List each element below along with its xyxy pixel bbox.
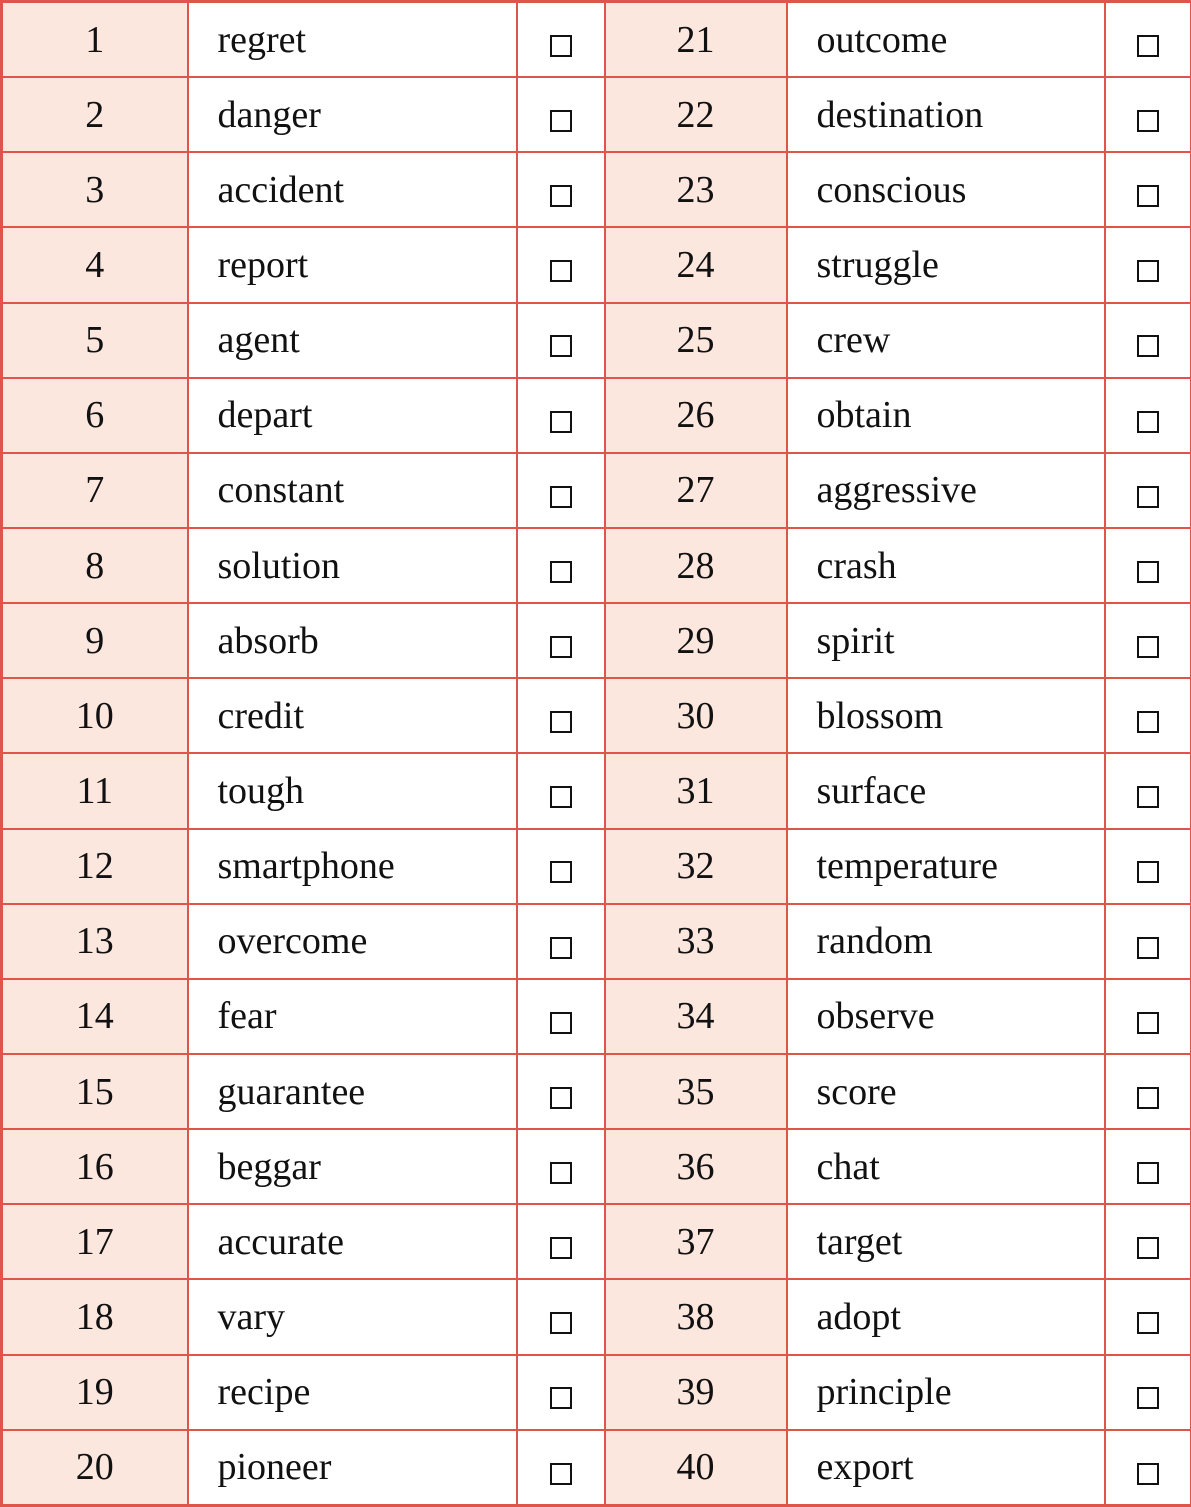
word-cell: credit bbox=[188, 678, 517, 753]
word-number-cell: 8 bbox=[2, 528, 188, 603]
word-number-cell: 10 bbox=[2, 678, 188, 753]
checkbox-cell bbox=[517, 979, 605, 1054]
checkbox-cell bbox=[517, 77, 605, 152]
checkbox-cell bbox=[1105, 753, 1191, 828]
checkbox-cell bbox=[1105, 979, 1191, 1054]
empty-checkbox-icon[interactable] bbox=[550, 486, 572, 508]
word-cell: tough bbox=[188, 753, 517, 828]
word-number-cell: 21 bbox=[605, 2, 787, 78]
word-cell: solution bbox=[188, 528, 517, 603]
table-row bbox=[2, 1355, 1191, 1430]
checkbox-cell bbox=[1105, 1430, 1191, 1506]
word-cell: regret bbox=[188, 2, 517, 78]
empty-checkbox-icon[interactable] bbox=[550, 711, 572, 733]
empty-checkbox-icon[interactable] bbox=[550, 1312, 572, 1334]
word-cell: destination bbox=[787, 77, 1105, 152]
checkbox-cell bbox=[517, 1355, 605, 1430]
checkbox-cell bbox=[517, 678, 605, 753]
table-row bbox=[2, 904, 1191, 979]
word-number-cell: 27 bbox=[605, 453, 787, 528]
word-number-cell: 7 bbox=[2, 453, 188, 528]
empty-checkbox-icon[interactable] bbox=[550, 1087, 572, 1109]
empty-checkbox-icon[interactable] bbox=[1137, 1463, 1159, 1485]
checkbox-cell bbox=[1105, 1054, 1191, 1129]
word-number-cell: 23 bbox=[605, 152, 787, 227]
table-row bbox=[2, 378, 1191, 453]
checkbox-cell bbox=[517, 152, 605, 227]
checkbox-cell bbox=[517, 453, 605, 528]
word-number-cell: 12 bbox=[2, 829, 188, 904]
table-row bbox=[2, 528, 1191, 603]
word-cell: depart bbox=[188, 378, 517, 453]
word-number-cell: 4 bbox=[2, 227, 188, 302]
empty-checkbox-icon[interactable] bbox=[1137, 260, 1159, 282]
checkbox-cell bbox=[1105, 1355, 1191, 1430]
word-cell: agent bbox=[188, 303, 517, 378]
word-cell: absorb bbox=[188, 603, 517, 678]
word-cell: vary bbox=[188, 1279, 517, 1354]
word-number-cell: 31 bbox=[605, 753, 787, 828]
checkbox-cell bbox=[1105, 1129, 1191, 1204]
checkbox-cell bbox=[1105, 77, 1191, 152]
empty-checkbox-icon[interactable] bbox=[1137, 110, 1159, 132]
checkbox-cell bbox=[517, 2, 605, 78]
word-number-cell: 1 bbox=[2, 2, 188, 78]
word-cell: report bbox=[188, 227, 517, 302]
checkbox-cell bbox=[1105, 1204, 1191, 1279]
checkbox-cell bbox=[517, 378, 605, 453]
word-number-cell: 14 bbox=[2, 979, 188, 1054]
checkbox-cell bbox=[517, 603, 605, 678]
word-cell: spirit bbox=[787, 603, 1105, 678]
empty-checkbox-icon[interactable] bbox=[1137, 335, 1159, 357]
word-cell: accurate bbox=[188, 1204, 517, 1279]
word-number-cell: 18 bbox=[2, 1279, 188, 1354]
table-row bbox=[2, 2, 1191, 78]
empty-checkbox-icon[interactable] bbox=[1137, 1237, 1159, 1259]
word-cell: danger bbox=[188, 77, 517, 152]
word-cell: aggressive bbox=[787, 453, 1105, 528]
table-row bbox=[2, 453, 1191, 528]
table-row bbox=[2, 979, 1191, 1054]
word-cell: accident bbox=[188, 152, 517, 227]
table-row bbox=[2, 303, 1191, 378]
checkbox-cell bbox=[517, 1129, 605, 1204]
empty-checkbox-icon[interactable] bbox=[550, 411, 572, 433]
word-cell: smartphone bbox=[188, 829, 517, 904]
word-cell: random bbox=[787, 904, 1105, 979]
checkbox-cell bbox=[517, 227, 605, 302]
word-cell: conscious bbox=[787, 152, 1105, 227]
word-number-cell: 30 bbox=[605, 678, 787, 753]
checkbox-cell bbox=[1105, 528, 1191, 603]
checkbox-cell bbox=[517, 829, 605, 904]
empty-checkbox-icon[interactable] bbox=[1137, 185, 1159, 207]
word-number-cell: 39 bbox=[605, 1355, 787, 1430]
table-row bbox=[2, 678, 1191, 753]
word-number-cell: 2 bbox=[2, 77, 188, 152]
empty-checkbox-icon[interactable] bbox=[550, 335, 572, 357]
empty-checkbox-icon[interactable] bbox=[1137, 636, 1159, 658]
empty-checkbox-icon[interactable] bbox=[550, 110, 572, 132]
word-cell: score bbox=[787, 1054, 1105, 1129]
word-number-cell: 11 bbox=[2, 753, 188, 828]
word-cell: adopt bbox=[787, 1279, 1105, 1354]
table-row bbox=[2, 1279, 1191, 1354]
checkbox-cell bbox=[517, 904, 605, 979]
empty-checkbox-icon[interactable] bbox=[550, 185, 572, 207]
table-row bbox=[2, 1430, 1191, 1506]
word-number-cell: 32 bbox=[605, 829, 787, 904]
word-cell: crew bbox=[787, 303, 1105, 378]
checkbox-cell bbox=[1105, 152, 1191, 227]
table-row bbox=[2, 152, 1191, 227]
word-number-cell: 33 bbox=[605, 904, 787, 979]
checkbox-cell bbox=[1105, 678, 1191, 753]
word-number-cell: 38 bbox=[605, 1279, 787, 1354]
checkbox-cell bbox=[1105, 453, 1191, 528]
word-cell: temperature bbox=[787, 829, 1105, 904]
empty-checkbox-icon[interactable] bbox=[550, 861, 572, 883]
empty-checkbox-icon[interactable] bbox=[1137, 861, 1159, 883]
word-number-cell: 25 bbox=[605, 303, 787, 378]
checkbox-cell bbox=[517, 1279, 605, 1354]
empty-checkbox-icon[interactable] bbox=[1137, 1087, 1159, 1109]
word-number-cell: 15 bbox=[2, 1054, 188, 1129]
empty-checkbox-icon[interactable] bbox=[1137, 1387, 1159, 1409]
word-number-cell: 3 bbox=[2, 152, 188, 227]
word-number-cell: 17 bbox=[2, 1204, 188, 1279]
checkbox-cell bbox=[1105, 904, 1191, 979]
checkbox-cell bbox=[1105, 227, 1191, 302]
table-row bbox=[2, 227, 1191, 302]
empty-checkbox-icon[interactable] bbox=[1137, 711, 1159, 733]
empty-checkbox-icon[interactable] bbox=[550, 35, 572, 57]
checkbox-cell bbox=[517, 528, 605, 603]
word-number-cell: 22 bbox=[605, 77, 787, 152]
word-cell: outcome bbox=[787, 2, 1105, 78]
empty-checkbox-icon[interactable] bbox=[1137, 937, 1159, 959]
checkbox-cell bbox=[1105, 829, 1191, 904]
word-number-cell: 19 bbox=[2, 1355, 188, 1430]
table-row bbox=[2, 753, 1191, 828]
word-number-cell: 35 bbox=[605, 1054, 787, 1129]
table-row bbox=[2, 603, 1191, 678]
checkbox-cell bbox=[517, 1204, 605, 1279]
empty-checkbox-icon[interactable] bbox=[550, 260, 572, 282]
empty-checkbox-icon[interactable] bbox=[1137, 411, 1159, 433]
word-cell: blossom bbox=[787, 678, 1105, 753]
checkbox-cell bbox=[1105, 1279, 1191, 1354]
empty-checkbox-icon[interactable] bbox=[550, 1162, 572, 1184]
word-cell: pioneer bbox=[188, 1430, 517, 1506]
checkbox-cell bbox=[1105, 2, 1191, 78]
checkbox-cell bbox=[1105, 303, 1191, 378]
table-row bbox=[2, 1054, 1191, 1129]
empty-checkbox-icon[interactable] bbox=[1137, 561, 1159, 583]
checkbox-cell bbox=[517, 753, 605, 828]
word-number-cell: 37 bbox=[605, 1204, 787, 1279]
word-cell: overcome bbox=[188, 904, 517, 979]
word-number-cell: 20 bbox=[2, 1430, 188, 1506]
word-cell: crash bbox=[787, 528, 1105, 603]
empty-checkbox-icon[interactable] bbox=[550, 1012, 572, 1034]
table-row bbox=[2, 1129, 1191, 1204]
empty-checkbox-icon[interactable] bbox=[1137, 1012, 1159, 1034]
empty-checkbox-icon[interactable] bbox=[550, 561, 572, 583]
word-cell: observe bbox=[787, 979, 1105, 1054]
word-number-cell: 13 bbox=[2, 904, 188, 979]
word-cell: surface bbox=[787, 753, 1105, 828]
word-number-cell: 40 bbox=[605, 1430, 787, 1506]
word-number-cell: 29 bbox=[605, 603, 787, 678]
empty-checkbox-icon[interactable] bbox=[1137, 1312, 1159, 1334]
word-number-cell: 16 bbox=[2, 1129, 188, 1204]
word-cell: principle bbox=[787, 1355, 1105, 1430]
checkbox-cell bbox=[517, 1054, 605, 1129]
checkbox-cell bbox=[517, 303, 605, 378]
empty-checkbox-icon[interactable] bbox=[550, 1237, 572, 1259]
word-cell: chat bbox=[787, 1129, 1105, 1204]
table-row bbox=[2, 829, 1191, 904]
checkbox-cell bbox=[1105, 378, 1191, 453]
table-row bbox=[2, 1204, 1191, 1279]
word-number-cell: 24 bbox=[605, 227, 787, 302]
checkbox-cell bbox=[1105, 603, 1191, 678]
empty-checkbox-icon[interactable] bbox=[550, 937, 572, 959]
empty-checkbox-icon[interactable] bbox=[1137, 486, 1159, 508]
word-cell: export bbox=[787, 1430, 1105, 1506]
word-cell: constant bbox=[188, 453, 517, 528]
word-number-cell: 9 bbox=[2, 603, 188, 678]
word-number-cell: 26 bbox=[605, 378, 787, 453]
table-row bbox=[2, 77, 1191, 152]
word-cell: struggle bbox=[787, 227, 1105, 302]
word-cell: target bbox=[787, 1204, 1105, 1279]
empty-checkbox-icon[interactable] bbox=[1137, 786, 1159, 808]
word-number-cell: 6 bbox=[2, 378, 188, 453]
empty-checkbox-icon[interactable] bbox=[550, 786, 572, 808]
word-cell: guarantee bbox=[188, 1054, 517, 1129]
empty-checkbox-icon[interactable] bbox=[1137, 35, 1159, 57]
word-cell: beggar bbox=[188, 1129, 517, 1204]
word-number-cell: 5 bbox=[2, 303, 188, 378]
empty-checkbox-icon[interactable] bbox=[550, 1387, 572, 1409]
word-cell: recipe bbox=[188, 1355, 517, 1430]
word-cell: obtain bbox=[787, 378, 1105, 453]
empty-checkbox-icon[interactable] bbox=[1137, 1162, 1159, 1184]
word-number-cell: 36 bbox=[605, 1129, 787, 1204]
empty-checkbox-icon[interactable] bbox=[550, 636, 572, 658]
vocabulary-table-body bbox=[2, 2, 1191, 1506]
checkbox-cell bbox=[517, 1430, 605, 1506]
word-number-cell: 28 bbox=[605, 528, 787, 603]
word-cell: fear bbox=[188, 979, 517, 1054]
word-number-cell: 34 bbox=[605, 979, 787, 1054]
empty-checkbox-icon[interactable] bbox=[550, 1463, 572, 1485]
